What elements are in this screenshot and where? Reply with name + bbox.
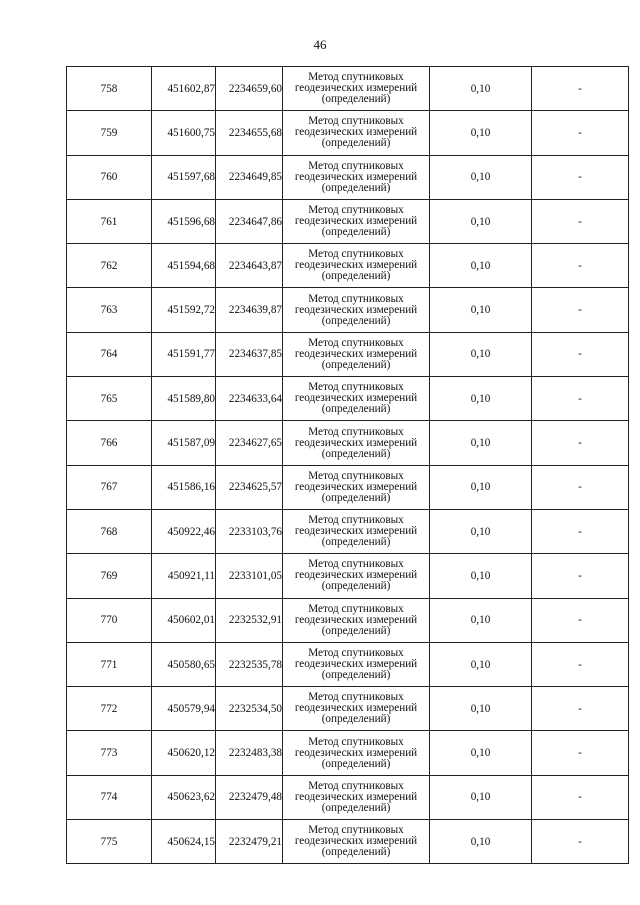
method-text-line: Метод спутниковых bbox=[308, 71, 404, 84]
note-cell: - bbox=[532, 554, 629, 598]
method-text-line: геодезических измерений bbox=[294, 525, 418, 538]
x-coordinate-cell: 450623,62 bbox=[152, 775, 216, 819]
x-coordinate-cell: 450624,15 bbox=[152, 820, 216, 864]
note-cell: - bbox=[532, 377, 629, 421]
page-number: 46 bbox=[313, 37, 327, 52]
method-cell bbox=[283, 67, 430, 111]
table-row bbox=[67, 332, 629, 376]
method-text-line: Метод спутниковых bbox=[308, 558, 404, 571]
method-cell bbox=[283, 687, 430, 731]
y-coordinate-cell: 2234625,57 bbox=[216, 465, 283, 509]
point-number-cell: 761 bbox=[67, 199, 152, 243]
method-text-line: геодезических измерений bbox=[294, 392, 418, 405]
method-text-line: Метод спутниковых bbox=[308, 469, 404, 482]
table-row bbox=[67, 67, 629, 111]
accuracy-cell: 0,10 bbox=[430, 731, 532, 775]
method-text-line: Метод спутниковых bbox=[308, 602, 404, 615]
method-cell bbox=[283, 509, 430, 553]
y-coordinate-cell: 2234649,85 bbox=[216, 155, 283, 199]
method-text-line: Метод спутниковых bbox=[308, 292, 404, 305]
method-text-line: (определений) bbox=[321, 403, 391, 416]
method-text-line: (определений) bbox=[321, 358, 391, 371]
x-coordinate-cell: 451600,75 bbox=[152, 111, 216, 155]
method-text-line: (определений) bbox=[321, 93, 391, 106]
note-cell: - bbox=[532, 332, 629, 376]
point-number-cell: 765 bbox=[67, 377, 152, 421]
y-coordinate-cell: 2233103,76 bbox=[216, 509, 283, 553]
method-text-line: Метод спутниковых bbox=[308, 514, 404, 527]
method-text-line: (определений) bbox=[321, 226, 391, 239]
method-cell bbox=[283, 244, 430, 288]
method-text-line: геодезических измерений bbox=[294, 82, 418, 95]
x-coordinate-cell: 450922,46 bbox=[152, 509, 216, 553]
method-text-line: Метод спутниковых bbox=[308, 159, 404, 172]
method-text-line: (определений) bbox=[321, 536, 391, 549]
method-text-line: геодезических измерений bbox=[294, 480, 418, 493]
table-row bbox=[67, 642, 629, 686]
point-number-cell: 760 bbox=[67, 155, 152, 199]
x-coordinate-cell: 450580,65 bbox=[152, 642, 216, 686]
table-row bbox=[67, 731, 629, 775]
method-text-line: Метод спутниковых bbox=[308, 204, 404, 217]
method-text-line: (определений) bbox=[321, 314, 391, 327]
point-number-cell: 770 bbox=[67, 598, 152, 642]
table-row bbox=[67, 509, 629, 553]
note-cell: - bbox=[532, 111, 629, 155]
y-coordinate-cell: 2233101,05 bbox=[216, 554, 283, 598]
method-text-line: (определений) bbox=[321, 713, 391, 726]
accuracy-cell: 0,10 bbox=[430, 687, 532, 731]
accuracy-cell: 0,10 bbox=[430, 111, 532, 155]
method-cell bbox=[283, 554, 430, 598]
y-coordinate-cell: 2234637,85 bbox=[216, 332, 283, 376]
point-number-cell: 764 bbox=[67, 332, 152, 376]
method-cell bbox=[283, 598, 430, 642]
table-row bbox=[67, 155, 629, 199]
point-number-cell: 762 bbox=[67, 244, 152, 288]
y-coordinate-cell: 2234633,64 bbox=[216, 377, 283, 421]
method-text-line: геодезических измерений bbox=[294, 259, 418, 272]
accuracy-cell: 0,10 bbox=[430, 421, 532, 465]
table-row bbox=[67, 820, 629, 864]
x-coordinate-cell: 450620,12 bbox=[152, 731, 216, 775]
method-text-line: Метод спутниковых bbox=[308, 647, 404, 659]
method-text-line: геодезических измерений bbox=[294, 790, 418, 803]
accuracy-cell: 0,10 bbox=[430, 199, 532, 243]
method-cell bbox=[283, 421, 430, 465]
note-cell: - bbox=[532, 731, 629, 775]
coordinates-table bbox=[66, 66, 629, 864]
y-coordinate-cell: 2234643,87 bbox=[216, 244, 283, 288]
x-coordinate-cell: 451587,09 bbox=[152, 421, 216, 465]
point-number-cell: 768 bbox=[67, 509, 152, 553]
accuracy-cell: 0,10 bbox=[430, 155, 532, 199]
accuracy-cell: 0,10 bbox=[430, 67, 532, 111]
method-cell bbox=[283, 775, 430, 819]
table-row bbox=[67, 377, 629, 421]
accuracy-cell: 0,10 bbox=[430, 642, 532, 686]
method-cell bbox=[283, 377, 430, 421]
table-row bbox=[67, 288, 629, 332]
method-text-line: геодезических измерений bbox=[294, 613, 418, 626]
note-cell: - bbox=[532, 820, 629, 864]
method-cell bbox=[283, 642, 430, 686]
note-cell: - bbox=[532, 687, 629, 731]
point-number-cell: 774 bbox=[67, 775, 152, 819]
table-row bbox=[67, 687, 629, 731]
note-cell: - bbox=[532, 775, 629, 819]
method-cell bbox=[283, 332, 430, 376]
x-coordinate-cell: 450579,94 bbox=[152, 687, 216, 731]
point-number-cell: 772 bbox=[67, 687, 152, 731]
y-coordinate-cell: 2234639,87 bbox=[216, 288, 283, 332]
x-coordinate-cell: 451592,72 bbox=[152, 288, 216, 332]
x-coordinate-cell: 450602,01 bbox=[152, 598, 216, 642]
method-text-line: Метод спутниковых bbox=[308, 425, 404, 438]
accuracy-cell: 0,10 bbox=[430, 554, 532, 598]
accuracy-cell: 0,10 bbox=[430, 377, 532, 421]
note-cell: - bbox=[532, 509, 629, 553]
method-text-line: Метод спутниковых bbox=[308, 381, 404, 394]
method-text-line: (определений) bbox=[321, 137, 391, 150]
method-text-line: геодезических измерений bbox=[294, 569, 418, 582]
method-text-line: (определений) bbox=[321, 447, 391, 460]
accuracy-cell: 0,10 bbox=[430, 288, 532, 332]
accuracy-cell: 0,10 bbox=[430, 465, 532, 509]
accuracy-cell: 0,10 bbox=[430, 598, 532, 642]
x-coordinate-cell: 451591,77 bbox=[152, 332, 216, 376]
point-number-cell: 775 bbox=[67, 820, 152, 864]
y-coordinate-cell: 2234655,68 bbox=[216, 111, 283, 155]
point-number-cell: 763 bbox=[67, 288, 152, 332]
y-coordinate-cell: 2232535,78 bbox=[216, 642, 283, 686]
point-number-cell: 766 bbox=[67, 421, 152, 465]
method-text-line: Метод спутниковых bbox=[308, 824, 404, 837]
y-coordinate-cell: 2234659,60 bbox=[216, 67, 283, 111]
note-cell: - bbox=[532, 244, 629, 288]
table-row bbox=[67, 111, 629, 155]
table-row bbox=[67, 598, 629, 642]
note-cell: - bbox=[532, 598, 629, 642]
method-text-line: (определений) bbox=[321, 580, 391, 593]
method-text-line: геодезических измерений bbox=[294, 126, 418, 139]
point-number-cell: 759 bbox=[67, 111, 152, 155]
note-cell: - bbox=[532, 67, 629, 111]
method-cell bbox=[283, 288, 430, 332]
point-number-cell: 769 bbox=[67, 554, 152, 598]
point-number-cell: 758 bbox=[67, 67, 152, 111]
accuracy-cell: 0,10 bbox=[430, 244, 532, 288]
method-text-line: геодезических измерений bbox=[294, 658, 418, 670]
point-number-cell: 771 bbox=[67, 642, 152, 686]
method-text-line: Метод спутниковых bbox=[308, 735, 404, 748]
method-text-line: Метод спутниковых bbox=[308, 691, 404, 704]
method-cell bbox=[283, 465, 430, 509]
method-text-line: (определений) bbox=[321, 491, 391, 504]
table-row bbox=[67, 199, 629, 243]
note-cell: - bbox=[532, 465, 629, 509]
method-text-line: геодезических измерений bbox=[294, 835, 418, 848]
method-text-line: геодезических измерений bbox=[294, 215, 418, 228]
x-coordinate-cell: 451586,16 bbox=[152, 465, 216, 509]
note-cell: - bbox=[532, 421, 629, 465]
method-cell bbox=[283, 155, 430, 199]
x-coordinate-cell: 451602,87 bbox=[152, 67, 216, 111]
method-text-line: (определений) bbox=[321, 757, 391, 770]
method-cell bbox=[283, 731, 430, 775]
method-text-line: (определений) bbox=[321, 846, 391, 859]
x-coordinate-cell: 451597,68 bbox=[152, 155, 216, 199]
table-row bbox=[67, 465, 629, 509]
x-coordinate-cell: 451594,68 bbox=[152, 244, 216, 288]
point-number-cell: 773 bbox=[67, 731, 152, 775]
table-row bbox=[67, 421, 629, 465]
method-text-line: геодезических измерений bbox=[294, 746, 418, 759]
y-coordinate-cell: 2234647,86 bbox=[216, 199, 283, 243]
y-coordinate-cell: 2232483,38 bbox=[216, 731, 283, 775]
x-coordinate-cell: 451596,68 bbox=[152, 199, 216, 243]
accuracy-cell: 0,10 bbox=[430, 775, 532, 819]
x-coordinate-cell: 451589,80 bbox=[152, 377, 216, 421]
method-text-line: Метод спутниковых bbox=[308, 248, 404, 261]
note-cell: - bbox=[532, 642, 629, 686]
method-cell bbox=[283, 820, 430, 864]
note-cell: - bbox=[532, 155, 629, 199]
y-coordinate-cell: 2232479,21 bbox=[216, 820, 283, 864]
y-coordinate-cell: 2232534,50 bbox=[216, 687, 283, 731]
note-cell: - bbox=[532, 288, 629, 332]
method-text-line: (определений) bbox=[321, 669, 391, 681]
method-text-line: геодезических измерений bbox=[294, 702, 418, 715]
x-coordinate-cell: 450921,11 bbox=[152, 554, 216, 598]
method-cell bbox=[283, 111, 430, 155]
accuracy-cell: 0,10 bbox=[430, 820, 532, 864]
point-number-cell: 767 bbox=[67, 465, 152, 509]
method-text-line: (определений) bbox=[321, 801, 391, 814]
note-cell: - bbox=[532, 199, 629, 243]
y-coordinate-cell: 2234627,65 bbox=[216, 421, 283, 465]
accuracy-cell: 0,10 bbox=[430, 509, 532, 553]
method-text-line: геодезических измерений bbox=[294, 170, 418, 183]
method-text-line: Метод спутниковых bbox=[308, 115, 404, 128]
method-text-line: геодезических измерений bbox=[294, 436, 418, 449]
table-body bbox=[67, 67, 629, 864]
method-text-line: геодезических измерений bbox=[294, 303, 418, 316]
method-cell bbox=[283, 199, 430, 243]
method-text-line: (определений) bbox=[321, 624, 391, 637]
method-text-line: Метод спутниковых bbox=[308, 779, 404, 792]
method-text-line: (определений) bbox=[321, 181, 391, 194]
table-row bbox=[67, 244, 629, 288]
y-coordinate-cell: 2232532,91 bbox=[216, 598, 283, 642]
table-row bbox=[67, 775, 629, 819]
accuracy-cell: 0,10 bbox=[430, 332, 532, 376]
y-coordinate-cell: 2232479,48 bbox=[216, 775, 283, 819]
method-text-line: Метод спутниковых bbox=[308, 336, 404, 349]
method-text-line: (определений) bbox=[321, 270, 391, 283]
method-text-line: геодезических измерений bbox=[294, 347, 418, 360]
table-row bbox=[67, 554, 629, 598]
